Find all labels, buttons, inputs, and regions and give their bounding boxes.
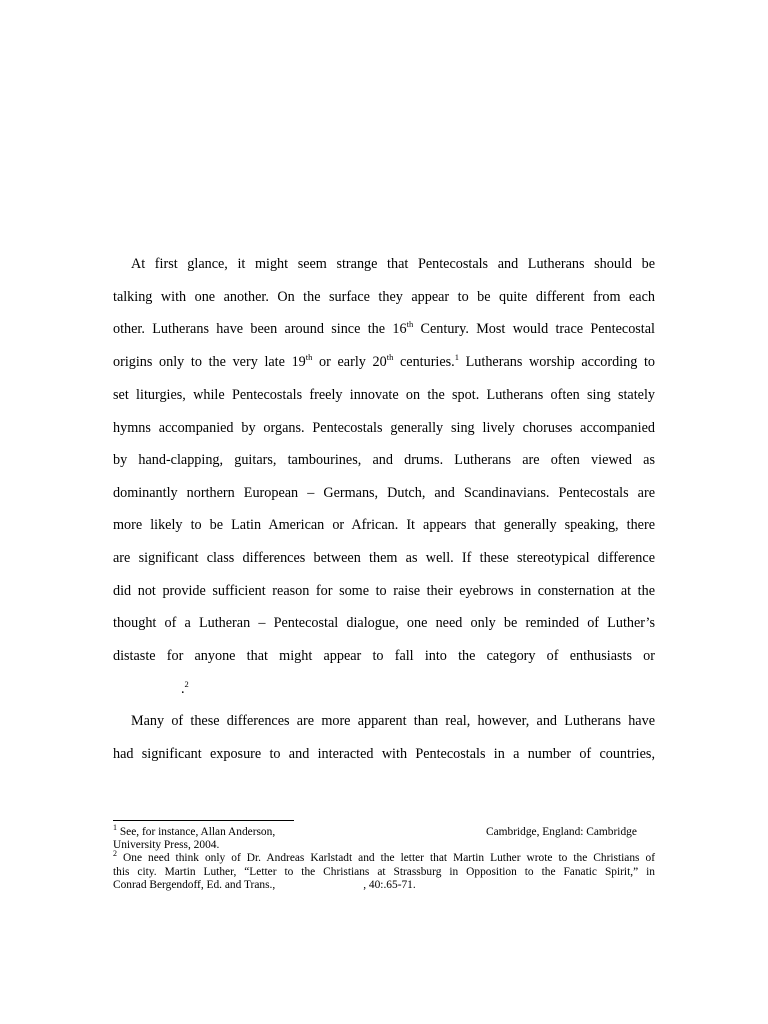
superscript: th [386,352,394,362]
body-line: set liturgies, while Pentecostals freely innovate on the spot. Lutherans often sing stately [113,387,655,403]
body-line: hymns accompanied by organs. Pentecostals generally sing lively choruses accompanied [113,420,655,436]
footnote-separator [113,820,294,821]
body-line: origins only to the very late 19th or early 20th centuries.$^1$ Lutherans worship according to [113,352,655,370]
body-line: other. Lutherans have been around since the 16th Century. Most would trace Pentecostal [113,319,655,337]
footnote-ref-1[interactable]: 1 [454,352,459,362]
superscript: th [406,319,414,329]
body-line: dominantly northern European – Germans, Dutch, and Scandinavians. Pentecostals are [113,485,655,501]
superscript: th [305,352,313,362]
body-line: Many of these differences are more apparent than real, however, and Lutherans have [131,713,655,729]
body-line: had significant exposure to and interacted with Pentecostals in a number of countries, [113,746,655,762]
footnote-2-line3: Conrad Bergendoff, Ed. and Trans., , 40:.65-71. [113,879,416,891]
body-line: are significant class differences between them as well. If these stereotypical difference [113,550,655,566]
body-line: more likely to be Latin American or African. It appears that generally speaking, there [113,517,655,533]
body-line: At first glance, it might seem strange that Pentecostals and Lutherans should be [131,256,655,272]
body-line: by hand-clapping, guitars, tambourines, and drums. Lutherans are often viewed as [113,452,655,468]
body-line: distaste for anyone that might appear to fall into the category of enthusiasts or [113,648,655,664]
footnote-1: $^1$ See, for instance, Allan Anderson, [113,823,276,838]
footnote-1-continued: Cambridge, England: Cambridge [486,826,637,838]
body-line: thought of a Lutheran – Pentecostal dialogue, one need only be reminded of Luther’s [113,615,655,631]
footnote-2: $^2$ One need think only of Dr. Andreas Karlstadt and the letter that Martin Luther wrote to the Christians of [113,849,655,864]
footnote-1-line2: University Press, 2004. [113,839,220,851]
body-line: did not provide sufficient reason for some to raise their eyebrows in consternation at the [113,583,655,599]
footnote-ref-2[interactable]: 2 [184,679,189,689]
body-line: talking with one another. On the surface they appear to be quite different from each [113,289,655,305]
body-line-end: .$^2$ [181,679,189,697]
footnote-2-line2: this city. Martin Luther, “Letter to the Christians at Strassburg in Opposition to the Fanatic Spirit,” in [113,866,655,878]
